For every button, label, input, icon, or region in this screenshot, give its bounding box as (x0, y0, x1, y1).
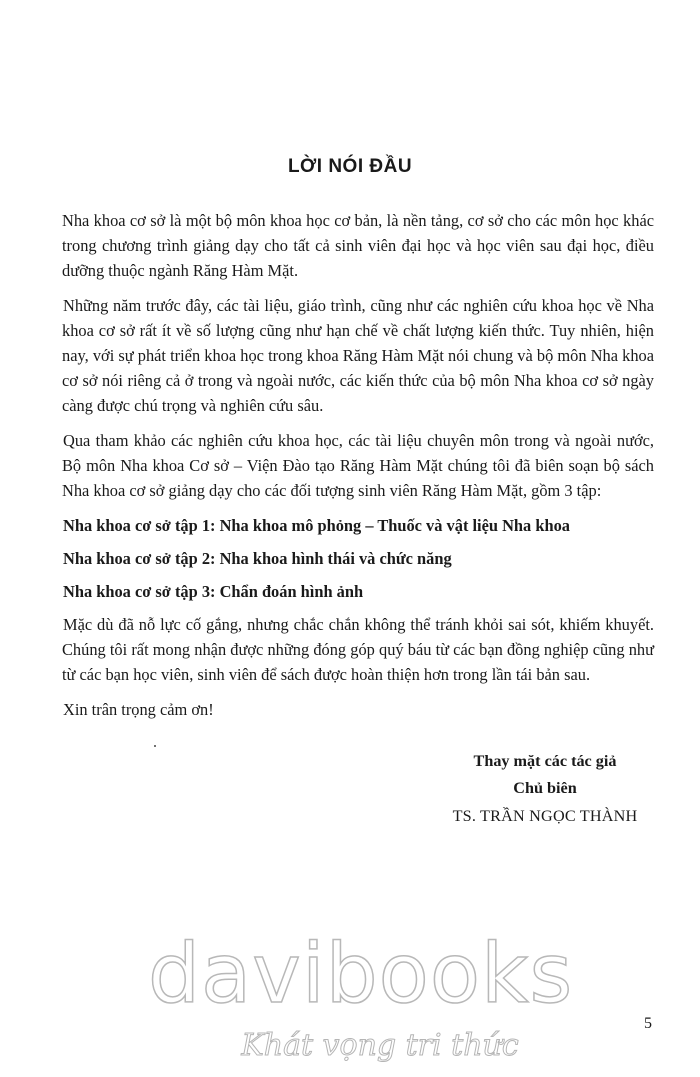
page-title: LỜI NÓI ĐẦU (287, 156, 413, 177)
watermark-logo: davibooks (148, 927, 574, 1022)
paragraph-thanks: Xin trân trọng cảm ơn! (63, 700, 214, 719)
paragraph-volumes-intro: Qua tham khảo các nghiên cứu khoa học, các tài liệu chuyên môn trong và ngoài nước, Bộ môn Nha khoa Cơ sở – Viện Đào tạo Răng Hàm Mặt chúng tôi đã biên soạn bộ sách Nha khoa cơ sở giảng dạy cho các đối tượng sinh viên Răng Hàm Mặt, gồm 3 tập: (62, 431, 654, 500)
signature-on-behalf: Thay mặt các tác giả (473, 752, 617, 770)
signature-name: TS. TRẦN NGỌC THÀNH (452, 807, 638, 825)
preface-body (62, 208, 654, 732)
paragraph-history: Những năm trước đây, các tài liệu, giáo trình, cũng như các nghiên cứu khoa học về Nha khoa cơ sở rất ít về số lượng cũng như hạn chế về chất lượng kiến thức. Tuy nhiên, hiện nay, với sự phát triển khoa học trong khoa Răng Hàm Mặt nói chung và bộ môn Nha khoa cơ sở nói riêng cả ở trong và ngoài nước, các kiến thức của bộ môn Nha khoa cơ sở ngày càng được chú trọng và nghiên cứu sâu. (62, 296, 654, 415)
signature-block (430, 748, 660, 830)
page-number: 5 (644, 1015, 652, 1032)
signature-role: Chủ biên (513, 779, 577, 797)
volume-2: Nha khoa cơ sở tập 2: Nha khoa hình thái và chức năng (63, 549, 452, 568)
volume-1: Nha khoa cơ sở tập 1: Nha khoa mô phỏng – Thuốc và vật liệu Nha khoa (63, 516, 570, 535)
stray-dot (154, 745, 156, 747)
paragraph-closing: Mặc dù đã nỗ lực cố gắng, nhưng chắc chắn không thể tránh khỏi sai sót, khiếm khuyết. Chúng tôi rất mong nhận được những đóng góp quý báu từ các bạn đồng nghiệp cũng như từ các bạn học viên, sinh viên để sách được hoàn thiện hơn trong lần tái bản sau. (62, 615, 654, 684)
volume-3: Nha khoa cơ sở tập 3: Chẩn đoán hình ảnh (63, 582, 364, 601)
watermark-slogan: Khát vọng tri thức (241, 1028, 519, 1063)
paragraph-intro: Nha khoa cơ sở là một bộ môn khoa học cơ bản, là nền tảng, cơ sở cho các môn học khác trong chương trình giảng dạy cho tất cả sinh viên đại học và học viên sau đại học, điều dưỡng thuộc ngành Răng Hàm Mặt. (62, 211, 654, 280)
